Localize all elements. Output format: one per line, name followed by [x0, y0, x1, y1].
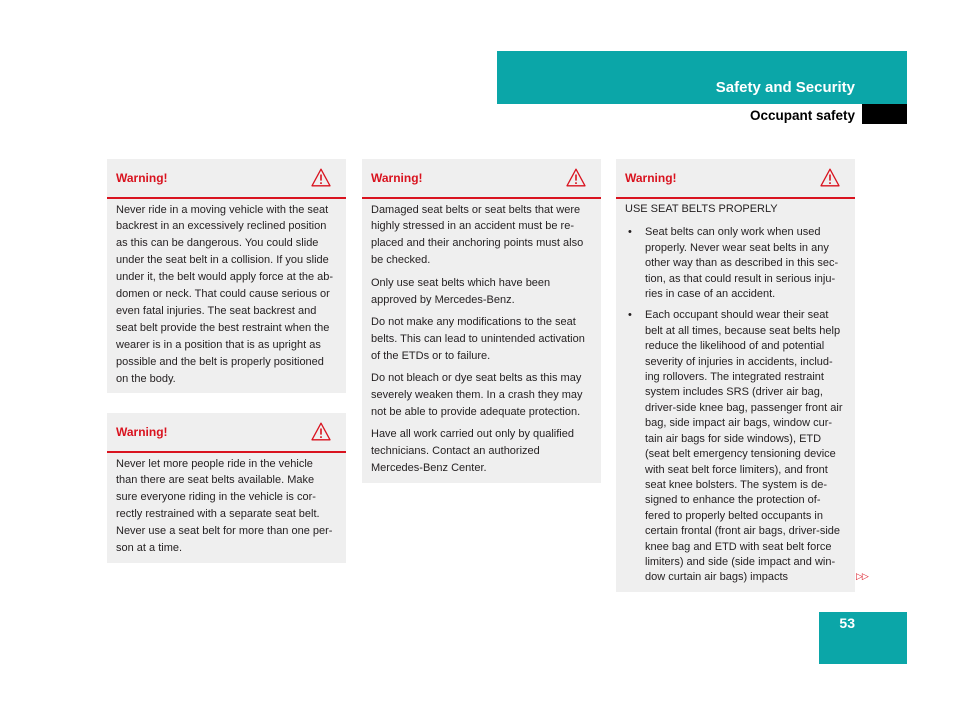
text-line: Seat belts can only work when used — [645, 226, 821, 239]
warning-triangle-icon — [820, 168, 840, 187]
text-line: Each occupant should wear their seat — [645, 309, 829, 322]
text-line: dow curtain air bags) impacts — [645, 571, 789, 584]
text-line: seat belt provide the best restraint when the — [116, 321, 330, 334]
text-line: fered to properly belted occupants in — [645, 509, 823, 522]
text-line: wearer is in a position that is as upright as — [116, 338, 321, 351]
warning-triangle-icon — [311, 422, 331, 441]
paragraph — [371, 314, 592, 365]
text-line: system includes SRS (driver air bag, — [645, 386, 823, 399]
warning-title: Warning! — [116, 171, 168, 185]
text-line: be checked. — [371, 254, 431, 267]
text-line: signed to enhance the protection of- — [645, 494, 821, 507]
paragraph — [371, 426, 592, 477]
text-line: severely weaken them. In a crash they may — [371, 389, 583, 402]
subsection-title: Occupant safety — [749, 108, 855, 123]
text-line: Mercedes-Benz Center. — [371, 462, 487, 475]
text-line: rectly restrained with a separate seat belt. — [116, 508, 320, 521]
section-title: Safety and Security — [715, 79, 855, 96]
paragraph — [116, 202, 337, 388]
paragraph — [371, 202, 592, 270]
text-line: Do not make any modifications to the seat — [371, 315, 576, 328]
text-line: other way than as described in this sec- — [645, 257, 839, 270]
text-line: Never use a seat belt for more than one per- — [116, 525, 333, 538]
text-line: with seat belt force limiters), and front — [645, 463, 828, 476]
text-line: even fatal injuries. The seat backrest and — [116, 304, 317, 317]
text-line: properly. Never wear seat belts in any — [645, 241, 829, 254]
text-line: seat knee bolsters. The system is de- — [645, 478, 827, 491]
text-line: bag, side impact air bags, window cur- — [645, 417, 833, 430]
warning-triangle-icon — [566, 168, 586, 187]
warning-text — [107, 199, 346, 387]
warning-title: Warning! — [116, 425, 168, 439]
text-line: severity of injuries in accidents, includ- — [645, 355, 833, 368]
warning-text — [107, 453, 346, 557]
text-line: (seat belt emergency tensioning device — [645, 448, 836, 461]
paragraph — [116, 456, 337, 557]
text-line: of the ETDs or to failure. — [371, 349, 491, 362]
text-line: Damaged seat belts or seat belts that were — [371, 203, 581, 216]
text-line: under the seat belt in a collision. If you slide — [116, 254, 329, 267]
warning-title: Warning! — [625, 171, 677, 185]
paragraph — [371, 370, 592, 421]
text-line: Never ride in a moving vehicle with the seat — [116, 203, 329, 216]
text-line: sure everyone riding in the vehicle is cor- — [116, 491, 316, 504]
warning-box-reclined-seat — [107, 159, 346, 393]
warning-text — [616, 199, 855, 586]
text-line: certain frontal (front air bags, driver-side — [645, 525, 841, 538]
text-line: on the body. — [116, 372, 176, 385]
text-line: ries in case of an accident. — [645, 288, 776, 300]
text-line: belts. This can lead to unintended activation — [371, 332, 585, 345]
page-number-box — [819, 612, 907, 664]
continued-arrows-icon: ▷▷ — [856, 572, 868, 582]
bullet-marker: • — [628, 309, 632, 322]
text-line: placed and their anchoring points must also — [371, 237, 584, 250]
warning-title: Warning! — [371, 171, 423, 185]
text-line: as this can be dangerous. You could slide — [116, 237, 319, 250]
warning-header — [362, 159, 601, 197]
text-line: approved by Mercedes-Benz. — [371, 293, 515, 306]
section-header-band — [497, 51, 907, 104]
bullet-item — [625, 225, 846, 302]
text-line: under it, the belt would apply force at the ab- — [116, 271, 334, 284]
warning-header — [107, 413, 346, 451]
text-line: limiters) and side (side impact and win- — [645, 556, 836, 569]
page-number: 53 — [839, 615, 855, 631]
text-line: Do not bleach or dye seat belts as this may — [371, 372, 582, 385]
warning-header — [616, 159, 855, 197]
warning-text — [362, 199, 601, 477]
text-line: not be able to provide adequate protection. — [371, 405, 581, 418]
text-line: tion, as that could result in serious inju- — [645, 272, 836, 285]
warning-header — [107, 159, 346, 197]
text-line: USE SEAT BELTS PROPERLY — [625, 203, 778, 216]
text-line: ing rollovers. The integrated restraint — [645, 371, 824, 383]
text-line: son at a time. — [116, 542, 183, 555]
text-line: reduce the likelihood of and potential — [645, 340, 825, 353]
warning-box-use-belts-properly — [616, 159, 855, 592]
text-line: knee bag and ETD with seat belt force — [645, 540, 832, 553]
text-line: Only use seat belts which have been — [371, 276, 551, 289]
text-line: highly stressed in an accident must be re- — [371, 220, 574, 233]
bullet-marker: • — [628, 226, 632, 239]
bullet-item — [625, 308, 846, 586]
subsection-marker-block — [862, 104, 907, 124]
warning-box-damaged-belts — [362, 159, 601, 483]
paragraph — [371, 275, 592, 309]
text-line: tain air bags for side windows), ETD — [645, 432, 822, 445]
text-line: possible and the belt is properly positioned — [116, 355, 324, 368]
text-line: Never let more people ride in the vehicle — [116, 457, 313, 470]
paragraph — [625, 202, 846, 217]
text-line: backrest in an excessively reclined position — [116, 220, 327, 233]
text-line: belt at all times, because seat belts help — [645, 324, 841, 337]
warning-triangle-icon — [311, 168, 331, 187]
text-line: technicians. Contact an authorized — [371, 445, 540, 458]
text-line: domen or neck. That could cause serious or — [116, 288, 330, 301]
text-line: than there are seat belts available. Make — [116, 474, 315, 487]
warning-box-occupant-count — [107, 413, 346, 563]
text-line: Have all work carried out only by qualified — [371, 428, 574, 441]
text-line: driver-side knee bag, passenger front air — [645, 401, 843, 414]
